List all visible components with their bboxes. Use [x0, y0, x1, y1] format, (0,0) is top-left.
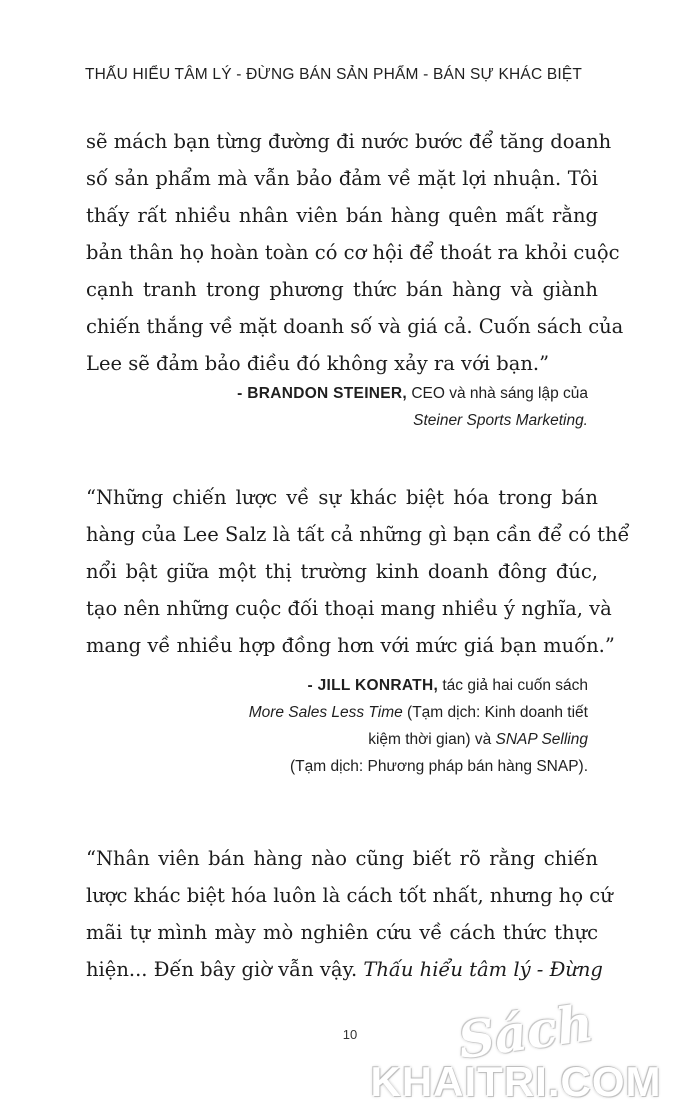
quote-line: lược khác biệt hóa luôn là cách tốt nhất, nhưng họ cứ	[86, 884, 613, 907]
book-title-italic: Thấu hiểu tâm lý - Đừng	[363, 958, 603, 981]
author-role: tác giả hai cuốn sách	[438, 677, 588, 694]
quote-line: “Nhân viên bán hàng nào cũng biết rõ rằng chiến	[86, 847, 598, 870]
quote-third	[86, 840, 613, 988]
watermark-brand: KHAITRI.COM	[370, 1058, 662, 1105]
quote-line: chiến thắng về mặt doanh số và giá cả. Cuốn sách của	[86, 315, 624, 338]
quote-line: mang về nhiều hợp đồng hơn với mức giá bạn muốn.”	[86, 634, 615, 657]
quote-brandon-steiner	[86, 123, 624, 382]
quote-line: Lee sẽ đảm bảo điều đó không xảy ra với bạn.”	[86, 352, 550, 375]
attribution-brandon-steiner	[128, 380, 588, 434]
quote-line: sẽ mách bạn từng đường đi nước bước để tăng doanh	[86, 130, 612, 153]
quote-line: nổi bật giữa một thị trường kinh doanh đông đúc,	[86, 560, 598, 583]
book-title: More Sales Less Time	[248, 704, 403, 721]
author-name: - BRANDON STEINER,	[237, 385, 408, 402]
page-number: 10	[342, 1027, 358, 1042]
book-title: SNAP Selling	[495, 731, 588, 748]
book-note: (Tạm dịch: Phương pháp bán hàng SNAP).	[290, 758, 588, 775]
watermark-script: Sách	[454, 992, 597, 1071]
author-name: - JILL KONRATH,	[307, 677, 439, 694]
watermark-logo	[346, 992, 686, 1112]
quote-jill-konrath	[86, 479, 630, 664]
quote-line: hàng của Lee Salz là tất cả những gì bạn cần để có thể	[86, 523, 630, 546]
quote-line: số sản phẩm mà vẫn bảo đảm về mặt lợi nhuận. Tôi	[86, 167, 598, 190]
running-header: THẤU HIỂU TÂM LÝ - ĐỪNG BÁN SẢN PHẨM - BÁN SỰ KHÁC BIỆT	[85, 66, 583, 83]
quote-line: “Những chiến lược về sự khác biệt hóa trong bán	[86, 486, 598, 509]
attribution-jill-konrath	[128, 672, 588, 780]
quote-text: hiện... Đến bây giờ vẫn vậy.	[86, 958, 364, 981]
quote-line: mãi tự mình mày mò nghiên cứu về cách thức thực	[86, 921, 598, 944]
author-role: CEO và nhà sáng lập của	[407, 385, 588, 402]
quote-line: tạo nên những cuộc đối thoại mang nhiều ý nghĩa, và	[86, 597, 612, 620]
company-name: Steiner Sports Marketing.	[413, 412, 588, 429]
book-note: (Tạm dịch: Kinh doanh tiết	[402, 704, 588, 721]
book-note: kiệm thời gian) và	[368, 731, 496, 748]
quote-line	[86, 951, 603, 988]
quote-line: cạnh tranh trong phương thức bán hàng và giành	[86, 278, 598, 301]
quote-line: thấy rất nhiều nhân viên bán hàng quên mất rằng	[86, 204, 598, 227]
quote-line: bản thân họ hoàn toàn có cơ hội để thoát ra khỏi cuộc	[86, 241, 620, 264]
